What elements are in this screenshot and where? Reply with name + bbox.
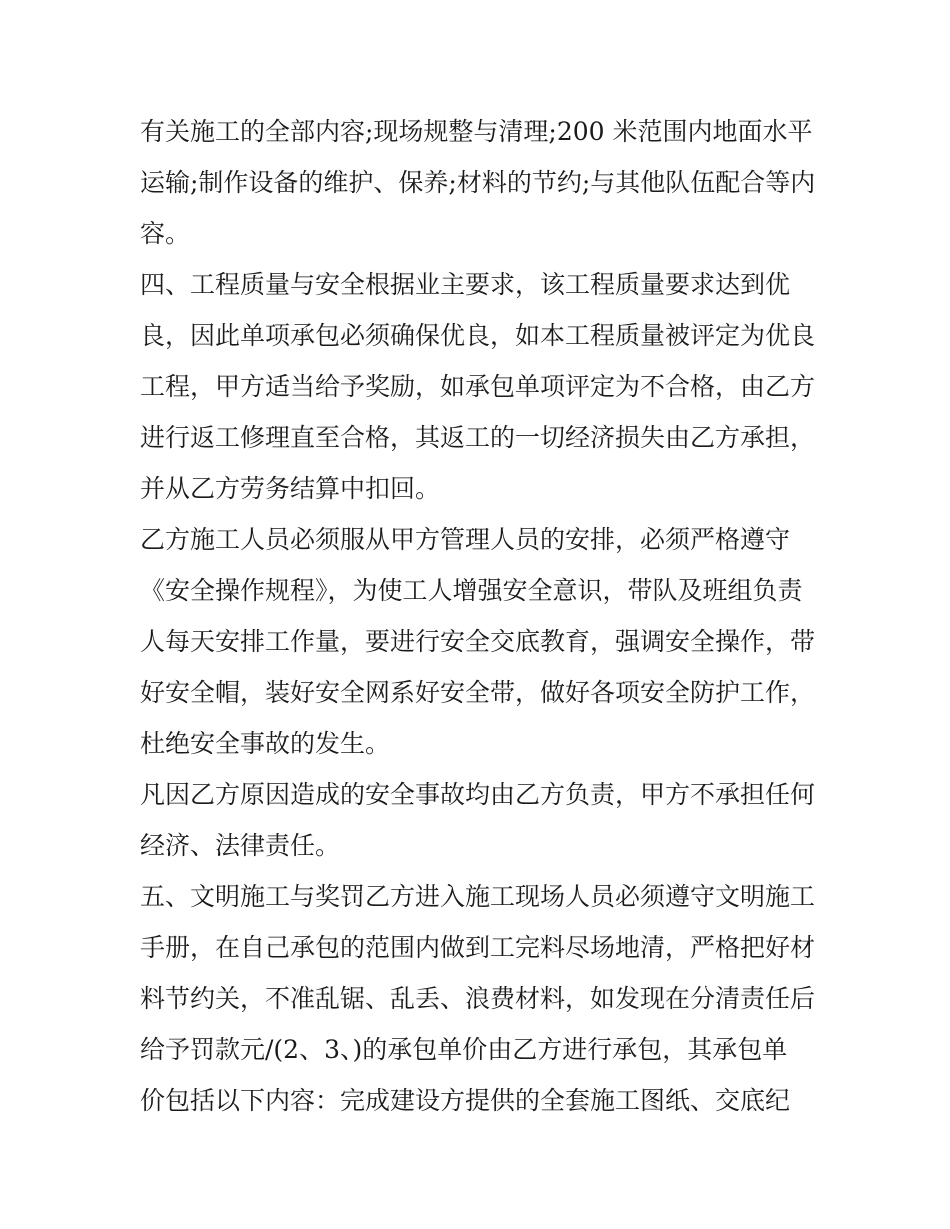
text-line: 料节约关，不准乱锯、乱丢、浪费材料，如发现在分清责任后 — [140, 984, 816, 1013]
text-line: 杜绝安全事故的发生。 — [140, 729, 391, 758]
text-line: 手册，在自己承包的范围内做到工完料尽场地清，严格把好材 — [140, 933, 816, 962]
text-line: 并从乙方劳务结算中扣回。 — [140, 474, 441, 503]
text-line: 四、工程质量与安全根据业主要求，该工程质量要求达到优 — [140, 270, 791, 299]
text-line: 进行返工修理直至合格，其返工的一切经济损失由乙方承担， — [140, 423, 816, 452]
text-line: 经济、法律责任。 — [140, 831, 341, 860]
text-line: 良，因此单项承包必须确保优良，如本工程质量被评定为优良 — [140, 321, 816, 350]
text-line: 乙方施工人员必须服从甲方管理人员的安排，必须严格遵守 — [140, 525, 791, 554]
text-line: 给予罚款元/(2、3、)的承包单价由乙方进行承包，其承包单 — [140, 1035, 788, 1064]
document-body — [140, 106, 830, 1126]
text-line: 有关施工的全部内容;现场规整与清理;200 米范围内地面水平 — [140, 117, 813, 146]
text-line: 容。 — [140, 219, 191, 248]
text-line: 《安全操作规程》，为使工人增强安全意识，带队及班组负责 — [140, 576, 803, 605]
text-line: 价包括以下内容：完成建设方提供的全套施工图纸、交底纪 — [140, 1086, 791, 1115]
text-line: 运输;制作设备的维护、保养;材料的节约;与其他队伍配合等内 — [140, 168, 816, 197]
text-line: 工程，甲方适当给予奖励，如承包单项评定为不合格，由乙方 — [140, 372, 816, 401]
text-line: 人每天安排工作量，要进行安全交底教育，强调安全操作，带 — [140, 627, 816, 656]
text-line: 好安全帽，装好安全网系好安全带，做好各项安全防护工作， — [140, 678, 816, 707]
text-line: 五、文明施工与奖罚乙方进入施工现场人员必须遵守文明施工 — [140, 882, 816, 911]
text-line: 凡因乙方原因造成的安全事故均由乙方负责，甲方不承担任何 — [140, 780, 816, 809]
